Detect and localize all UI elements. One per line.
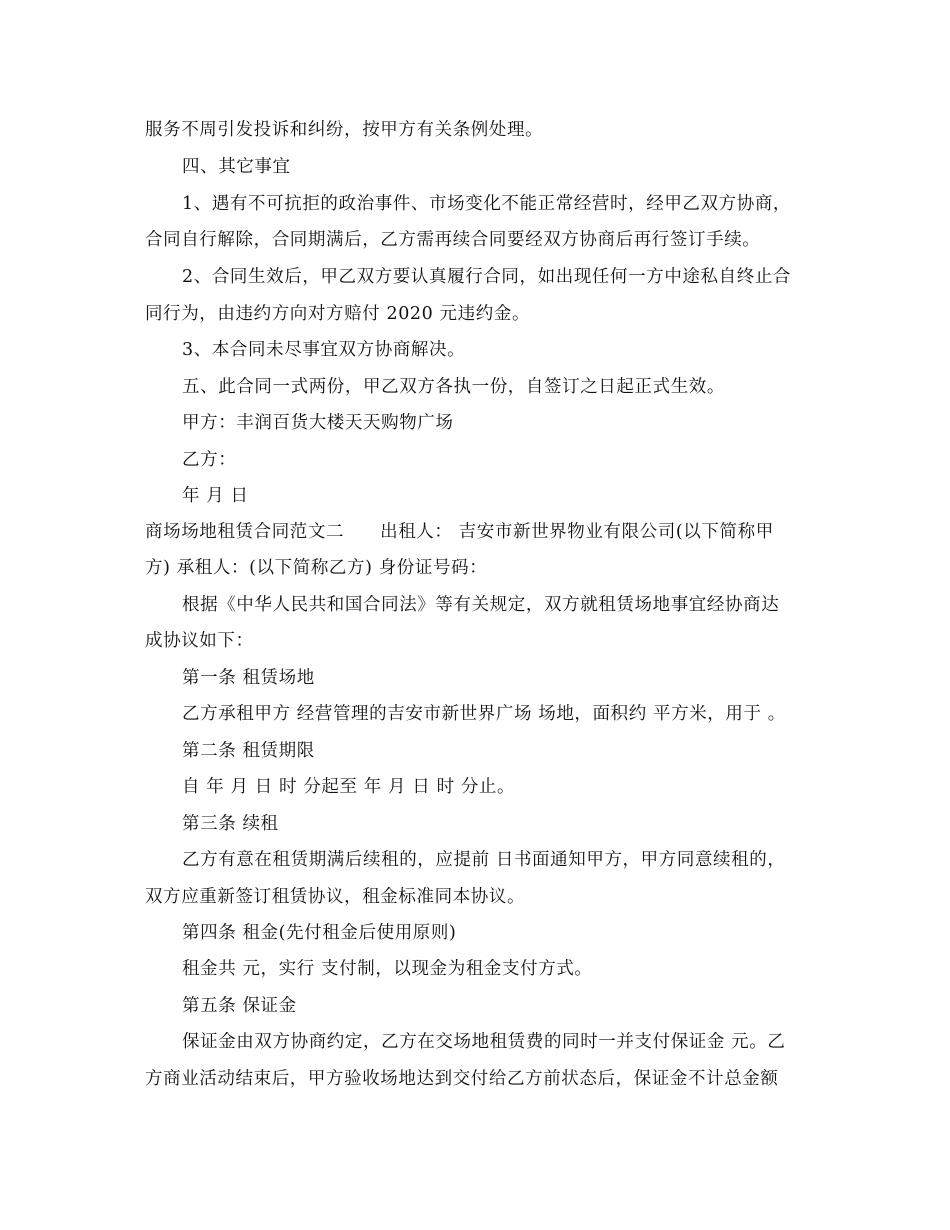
- article-heading: 第五条 保证金: [182, 996, 297, 1016]
- text-line: 双方应重新签订租赁协议，租金标准同本协议。: [145, 887, 526, 907]
- document-title: 商场场地租赁合同范文二: [145, 522, 345, 542]
- lessor-text: 出租人： 吉安市新世界物业有限公司(以下简称甲: [380, 522, 774, 542]
- text-line: 3、本合同未尽事宜双方协商解决。: [182, 340, 466, 360]
- text-line: 根据《中华人民共和国合同法》等有关规定，双方就租赁场地事宜经协商达: [182, 595, 780, 615]
- text-line: 成协议如下：: [145, 631, 254, 651]
- text-line: 自 年 月 日 时 分起至 年 月 日 时 分止。: [182, 777, 516, 797]
- text-line: 保证金由双方协商约定，乙方在交场地租赁费的同时一并支付保证金 元。乙: [182, 1032, 786, 1052]
- text-line: 乙方承租甲方 经营管理的吉安市新世界广场 场地，面积约 平方米，用于 。: [182, 704, 786, 724]
- article-heading: 第二条 租赁期限: [182, 741, 315, 761]
- article-heading: 第三条 续租: [182, 814, 279, 834]
- text-line: 2、合同生效后，甲乙双方要认真履行合同，如出现任何一方中途私自终止合: [182, 267, 792, 287]
- text-line: 租金共 元，实行 支付制，以现金为租金支付方式。: [182, 959, 593, 979]
- text-line: [145, 521, 774, 543]
- text-line: 1、遇有不可抗拒的政治事件、市场变化不能正常经营时，经甲乙双方协商，: [182, 194, 792, 214]
- article-heading: 第一条 租赁场地: [182, 668, 315, 688]
- party-b-line: 乙方：: [182, 450, 237, 470]
- text-line: 五、此合同一式两份，甲乙双方各执一份，自签订之日起正式生效。: [182, 377, 725, 397]
- text-line: 服务不周引发投诉和纠纷，按甲方有关条例处理。: [145, 120, 544, 140]
- text-line: 乙方有意在租赁期满后续租的，应提前 日书面通知甲方，甲方同意续租的，: [182, 850, 786, 870]
- text-line: 合同自行解除，合同期满后，乙方需再续合同要经双方协商后再行签订手续。: [145, 230, 761, 250]
- text-line: 方商业活动结束后，甲方验收场地达到交付给乙方前状态后，保证金不计总金额: [145, 1069, 779, 1089]
- text-line: 同行为，由违约方向对方赔付 2020 元违约金。: [145, 304, 531, 324]
- text-line: 方) 承租人：(以下简称乙方) 身份证号码：: [145, 558, 488, 578]
- article-heading: 第四条 租金(先付租金后使用原则): [182, 923, 457, 943]
- section-heading: 四、其它事宜: [182, 157, 291, 177]
- date-line: 年 月 日: [182, 486, 249, 506]
- party-a-line: 甲方：丰润百货大楼天天购物广场: [182, 413, 454, 433]
